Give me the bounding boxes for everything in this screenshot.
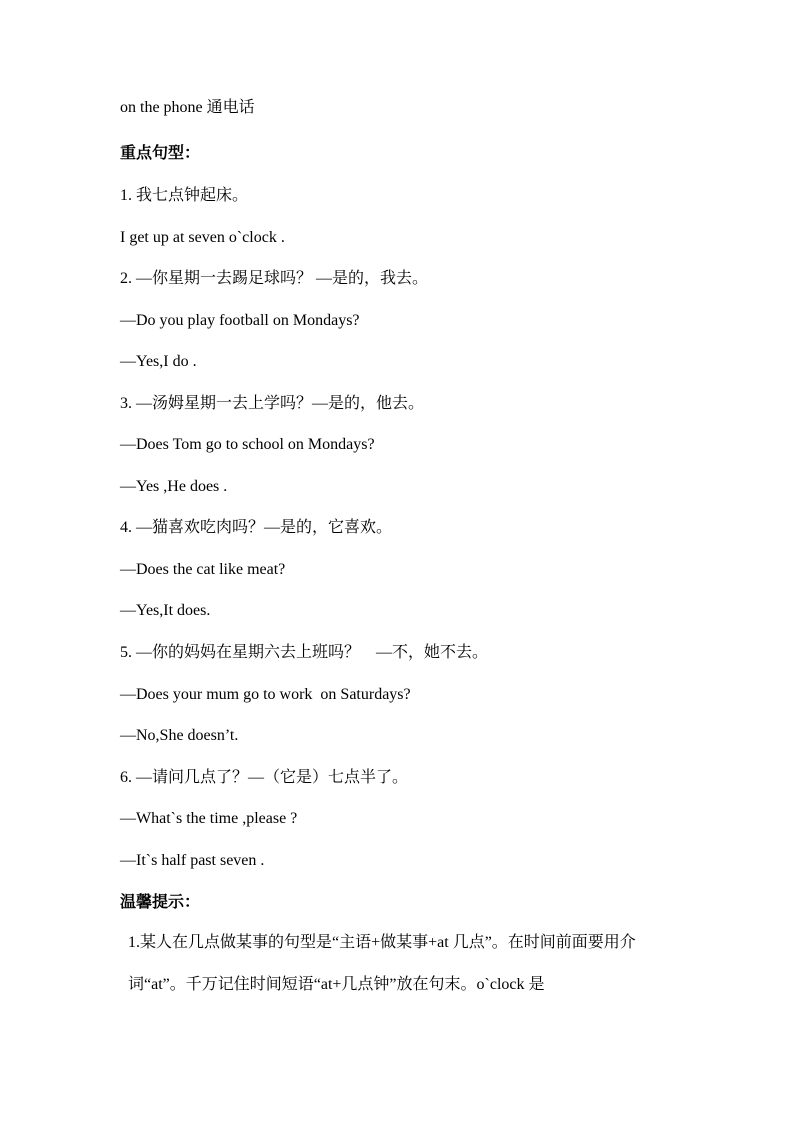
tips-heading: 温馨提示： — [120, 894, 201, 911]
sentence-4-answer: —Yes,It does. — [120, 602, 211, 619]
sentence-1-english: I get up at seven o`clock . — [120, 229, 285, 246]
sentence-5-question: —Does your mum go to work on Saturdays? — [120, 686, 411, 703]
sentence-3-answer: —Yes ,He does . — [120, 478, 228, 495]
sentence-1-chinese: 1. 我七点钟起床。 — [120, 187, 249, 204]
sentence-6-answer: —It`s half past seven . — [120, 852, 265, 869]
key-sentences-heading: 重点句型： — [120, 145, 201, 162]
sentence-5-answer: —No,She doesn’t. — [120, 727, 239, 744]
sentence-5-chinese: 5. —你的妈妈在星期六去上班吗？ —不，她不去。 — [120, 644, 489, 661]
sentence-2-question: —Do you play football on Mondays? — [120, 312, 360, 329]
sentence-6-question: —What`s the time ,please ? — [120, 810, 298, 827]
tips-text: 1.某人在几点做某事的句型是“主语+做某事+at 几点”。在时间前面要用介词“at”。千万记住时间短语“at+几点钟”放在句末。o`clock 是 — [128, 934, 636, 993]
sentence-4-chinese: 4. —猫喜欢吃肉吗？—是的，它喜欢。 — [120, 519, 393, 536]
tips-paragraph — [120, 922, 680, 1006]
sentence-3-chinese: 3. —汤姆星期一去上学吗？—是的，他去。 — [120, 395, 425, 412]
sentence-6-chinese: 6. —请问几点了？—（它是）七点半了。 — [120, 769, 409, 786]
sentence-2-answer: —Yes,I do . — [120, 353, 197, 370]
sentence-3-question: —Does Tom go to school on Mondays? — [120, 436, 375, 453]
vocab-phrase: on the phone 通电话 — [120, 99, 255, 116]
sentence-2-chinese: 2. —你星期一去踢足球吗？ —是的，我去。 — [120, 270, 429, 287]
sentence-4-question: —Does the cat like meat? — [120, 561, 286, 578]
